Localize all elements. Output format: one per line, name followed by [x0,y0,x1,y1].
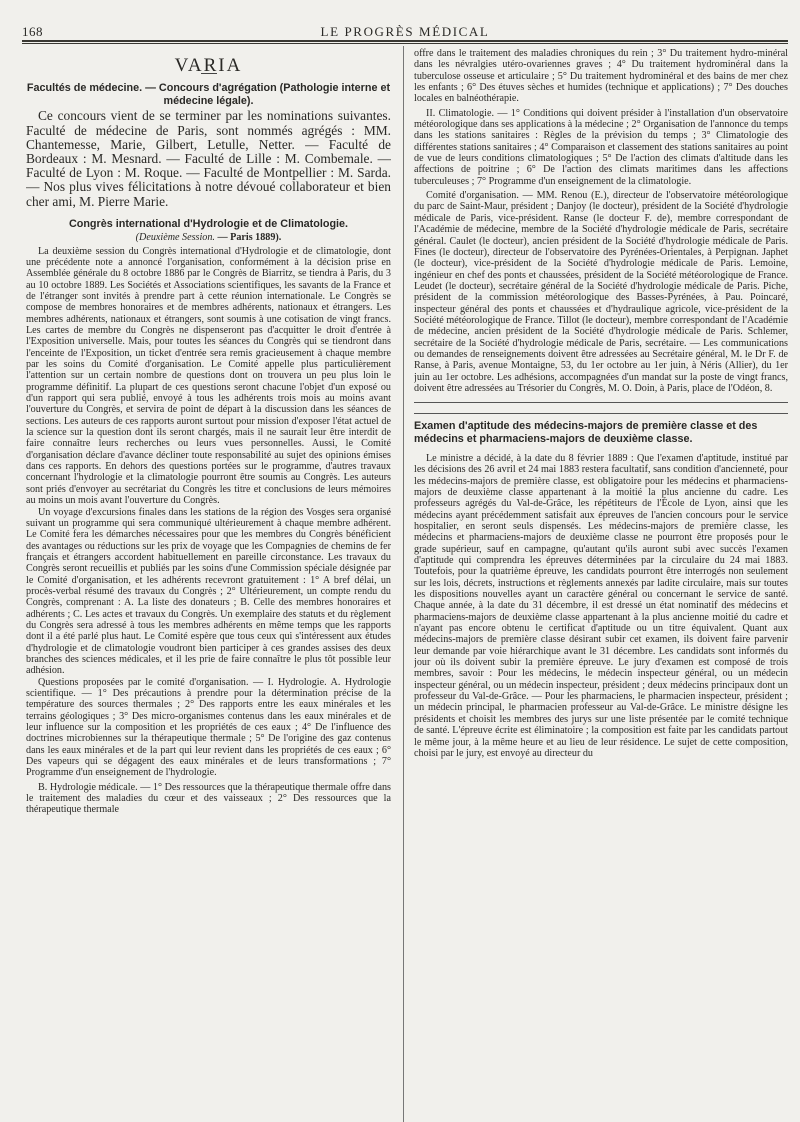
column-divider [403,46,404,1122]
page-header [22,24,788,40]
article-subtitle-congres [26,232,391,243]
paragraph-congres-1: La deuxième session du Congrès international d'Hydrologie et de climatologie, dont une précédente note a annoncé l'organisation, conformément à la décision prise en Assemblée générale du 8 octobre 1886 par le Congrès de Biarritz, se tiendra à Paris, du 3 au 10 octobre 1889. Les Sociétés et Associations scientifiques, les savants de la France et de l'étranger sont invités à prendre part à cette réunion internationale. Le Congrès se compose de membres honoraires et de membres adhérents, nationaux et étrangers. Les membres adhérents, nationaux et étrangers, sont soumis à une cotisation de vingt francs. Les cartes de membre du Congrès ne dispenseront pas d'acquitter le droit d'entrée à l'Exposition universelle. Mais, pour toutes les séances du Congrès qui se tiendront dans l'enceinte de l'Exposition, un ticket d'entrée sera remis gracieusement à chaque membre par les soins du Comité d'organisation. Le Comité appelle plus particulièrement l'attention sur un certain nombre de questions dont on trouvera un peu plus loin le programme définitif. La plupart de ces questions seront chacune l'objet d'un exposé ou d'un rapport qui sera publié, envoyé à tous les adhérents trois mois au moins avant l'ouverture du Congrès, et servira de point de départ à la discussion dans les séances de sections. Les auteurs de ces rapports auront surtout pour mission d'exposer l'état actuel de la science sur la question dont ils seront chargés, mais il ne saurait leur être interdit de faire connaître leurs recherches ou leurs vues personnelles. Aussi, le Comité d'organisation déclare d'avance décliner toute responsabilité au sujet des opinions émises dans ces rapports. En dehors des questions portées sur le programme, d'autres travaux concernant l'hydrologie et la climatologie pourront être soumis au Congrès. Les auteurs sont priés d'envoyer au secrétariat du Congrès les titre et conclusions de leurs mémoires au moins un mois avant l'ouverture du Congrès. [26,245,391,507]
paragraph-hydrologie-medicale: B. Hydrologie médicale. — 1° Des ressources que la thérapeutique thermale offre dans le traitement des maladies du cœur et des vaisseaux ; 2° Des ressources que la thérapeutique thermale [26,781,391,816]
right-column [414,48,788,1118]
journal-title: LE PROGRÈS MÉDICAL [320,24,490,39]
article-title-agregation: Facultés de médecine. — Concours d'agrégation (Pathologie interne et médecine légale). [26,82,391,107]
subtitle-session: (Deuxième Session. [135,232,215,244]
subtitle-city: — Paris 1889). [217,232,282,244]
article-title-congres: Congrès international d'Hydrologie et de Climatologie. [68,217,349,230]
paragraph-climatologie: II. Climatologie. — 1° Conditions qui doivent présider à l'installation d'un observatoire météorologique dans ses applications à la médecine ; 2° Organisation de l'annonce du temps dans les stations sanitaires : Règles de la prévision du temps ; 3° Climatologie des différentes stations sanitaires ; 4° Comparaison et classement des stations sanitaires au point de vue de leurs conditions climatologiques ; 5° De l'action des climats d'altitude dans les affections de poitrine ; 6° De l'action des climats maritimes dans les affections tuberculeuses ; 7° Programme d'un enseignement de la climatologie. [414,107,788,187]
paragraph-questions-hydrologie: Questions proposées par le comité d'organisation. — I. Hydrologie. A. Hydrologie scientifique. — 1° Des précautions à prendre pour la détermination précise de la température des sources thermales ; 2° Des rapports entre les eaux minérales et les terrains géologiques ; 3° Des micro-organismes contenus dans les eaux minérales et de leur influence sur la composition et les propriétés de ces eaux ; 4° De l'influence des doctrines microbiennes sur la thérapeutique thermale ; 5° De l'origine des gaz contenus dans les eaux minérales et de la part qui leur revient dans les propriétés de ces eaux ; 6° Des vapeurs qui se dégagent des eaux minérales et de leurs transformations ; 7° Programme d'un enseignement de l'hydrologie. [26,676,391,779]
section-title: VARIA [174,55,243,76]
paragraph-congres-2: Un voyage d'excursions finales dans les stations de la région des Vosges sera organisé suivant un programme qui sera communiqué ultérieurement à chaque membre adhérent. Le Comité fera les démarches nécessaires pour que les membres du Congrès bénéficient des avantages ou réductions sur les prix de voyage que les Compagnies de chemins de fer français et étrangers accordent habituellement en pareille circonstance. Les travaux du Congrès seront recueillis et publiés par les soins d'une Commission spéciale désignée par le Comité d'organisation, et les adhérents recevront gratuitement : 1° A bref délai, un procès-verbal résumé des travaux du Congrès ; 2° Ultérieurement, un compte rendu du Congrès, comprenant : A. La liste des donateurs ; B. Celle des membres honoraires et adhérents ; C. Les actes et travaux du Congrès. Un exemplaire des statuts et du règlement du Congrès sera adressé à tous les membres adhérents en même temps que les rapports dont il a été parlé plus haut. Le Comité espère que tous ceux qui s'intéressent aux études d'hydrologie et de climatologie voudront bien participer à ces grandes assises des deux branches des sciences médicales, et il les prie de faire connaître le plus tôt possible leur adhésion. [26,506,391,677]
article-title-examen: Examen d'aptitude des médecins-majors de première classe et des médecins et pharmaciens-majors de deuxième classe. [414,420,758,446]
paragraph-hydrologie-continued: offre dans le traitement des maladies chroniques du rein ; 3° Du traitement hydro-minéral dans les névralgies utéro-ovariennes graves ; 4° Du traitement hydrominéral dans la tuberculose osseuse et articulaire ; 5° Du traitement hydrominéral et des bains de mer chez les enfants ; 6° Des étuves sèches et humides (technique et applications) ; 7° Des douches locales en balnéothérapie. [414,48,788,105]
section-divider [414,402,788,403]
left-column [26,48,391,1118]
section-divider-thin [414,413,788,414]
paragraph-comite-organisation: Comité d'organisation. — MM. Renou (E.), directeur de l'observatoire météorologique du parc de Saint-Maur, président ; Danjoy (le docteur), président de la Société d'hydrologie médicale de Paris, vice-président. Ranse (le docteur F. de), membre correspondant de l'Académie de médecine, membre de la Société d'hydrologie médicale de Paris, secrétaire général. Caulet (le docteur), ancien président de la Société d'hydrologie médicale de Paris. Fines (le docteur), directeur de l'observatoire des Pyrénées-Orientales, à Perpignan. Japhet (le docteur), vice-président de la Société d'hydrologie médicale de Paris. Lemoine, ingénieur en chef des ponts et chaussées, président de la Société météorologique de France. Leudet (le docteur), secrétaire général de la Société d'hydrologie médicale de Paris. Piche, président de la commission météorologique des Basses-Pyrénées, à Pau. Poincaré, inspecteur général des ponts et chaussées et d'hydraulique agricole, vice-président de la Société météorologique de France. Tillot (le docteur), membre correspondant de l'Académie de médecine, ancien président de la Société d'hydrologie médicale de Paris. Schlemer, secrétaire de la Société d'hydrologie médicale de Paris, secrétaire. — Les communications ou demandes de renseignements doivent être adressées au Secrétaire général, M. le Dr F. de Ranse, à Paris, avenue Montaigne, 53, du 1er octobre au 1er juin, à Néris (Allier), du 1er juin au 1er octobre. Les adhésions, accompagnées d'un mandat sur la poste de vingt francs, doivent être adressées au Trésorier du Congrès, M. O. Doin, à Paris, place de l'Odéon, 8. [414,190,788,394]
article-body-agregation: Ce concours vient de se terminer par les nominations suivantes. Faculté de médecine de Paris, sont nommés agrégés : MM. Chantemesse, Marie, Gilbert, Letulle, Netter. — Faculté de Bordeaux : M. Mesnard. — Faculté de Lille : M. Combemale. — Faculté de Lyon : M. Roque. — Faculté de Montpellier : M. Sarda. — Nos plus vives félicitations à notre dévoué collaborateur et bien cher ami, M. Pierre Marie. [26,108,391,209]
header-rule [22,40,788,42]
header-rule-thin [22,43,788,44]
article-body-examen: Le ministre a décidé, à la date du 8 février 1889 : Que l'examen d'aptitude, institué par les décisions des 26 avril et 24 mai 1883 restera facultatif, sans condition d'ancienneté, pour les médecins-majors de première classe, est obligatoire pour les médecins et pharmaciens-majors de deuxième classe appartenant à la moitié la plus ancienne du cadre. Les professeurs agrégés du Val-de-Grâce, les répétiteurs de l'École de Lyon, ainsi que les médecins ayant précédemment satisfait aux épreuves de l'ancien concours pour le service hospitalier, en seront seuls dispensés. Les médecins-majors de première classe, les médecins et pharmaciens-majors de deuxième classe ne pourront être proposés pour le grade supérieur, sauf en campagne, qu'autant qu'ils auront subi avec succès l'examen d'aptitude qui comprendra les épreuves déterminées par la circulaire du 24 mai 1883. Toutefois, pour la quatrième épreuve, les candidats pourront être interrogés non seulement sur les lois, décrets, instructions et règlements annexés par ladite circulaire, mais sur toutes les dispositions nouvelles ayant un caractère général ou concernant le service de santé. Chaque année, à la date du 31 décembre, il est dressé un état nominatif des médecins et pharmaciens-majors de deuxième classe appartenant à la plus ancienne moitié du cadre et n'ayant pas encore obtenu le certificat d'aptitude ou un titre équivalent. Quant aux médecins-majors de première classe désirant subir cet examen, ils doivent faire parvenir leur demande par voie hiérarchique avant le 31 décembre. Les candidats sont informés du jour où ils doivent subir la première épreuve. Le jury d'examen est composé de trois membres, savoir : Pour les médecins, le médecin inspecteur général, ou un médecin inspecteur général, ou un médecin inspecteur, président ; deux médecins principaux dont un professeur du Val-de-Grâce. — Pour les pharmaciens, le pharmacien inspecteur, président ; un médecin principal, le pharmacien professeur au Val-de-Grâce. Le ministre désigne les présidents et choisit les membres des jurys sur une liste présentée par le comité technique de santé. L'épreuve écrite est éliminatoire ; la composition est faite par les candidats partout le même jour, à la même heure et au lieu de leur résidence. Le sujet de cette composition, choisi par le jury, est envoyé au directeur du [414,452,788,759]
page-number: 168 [22,24,43,39]
